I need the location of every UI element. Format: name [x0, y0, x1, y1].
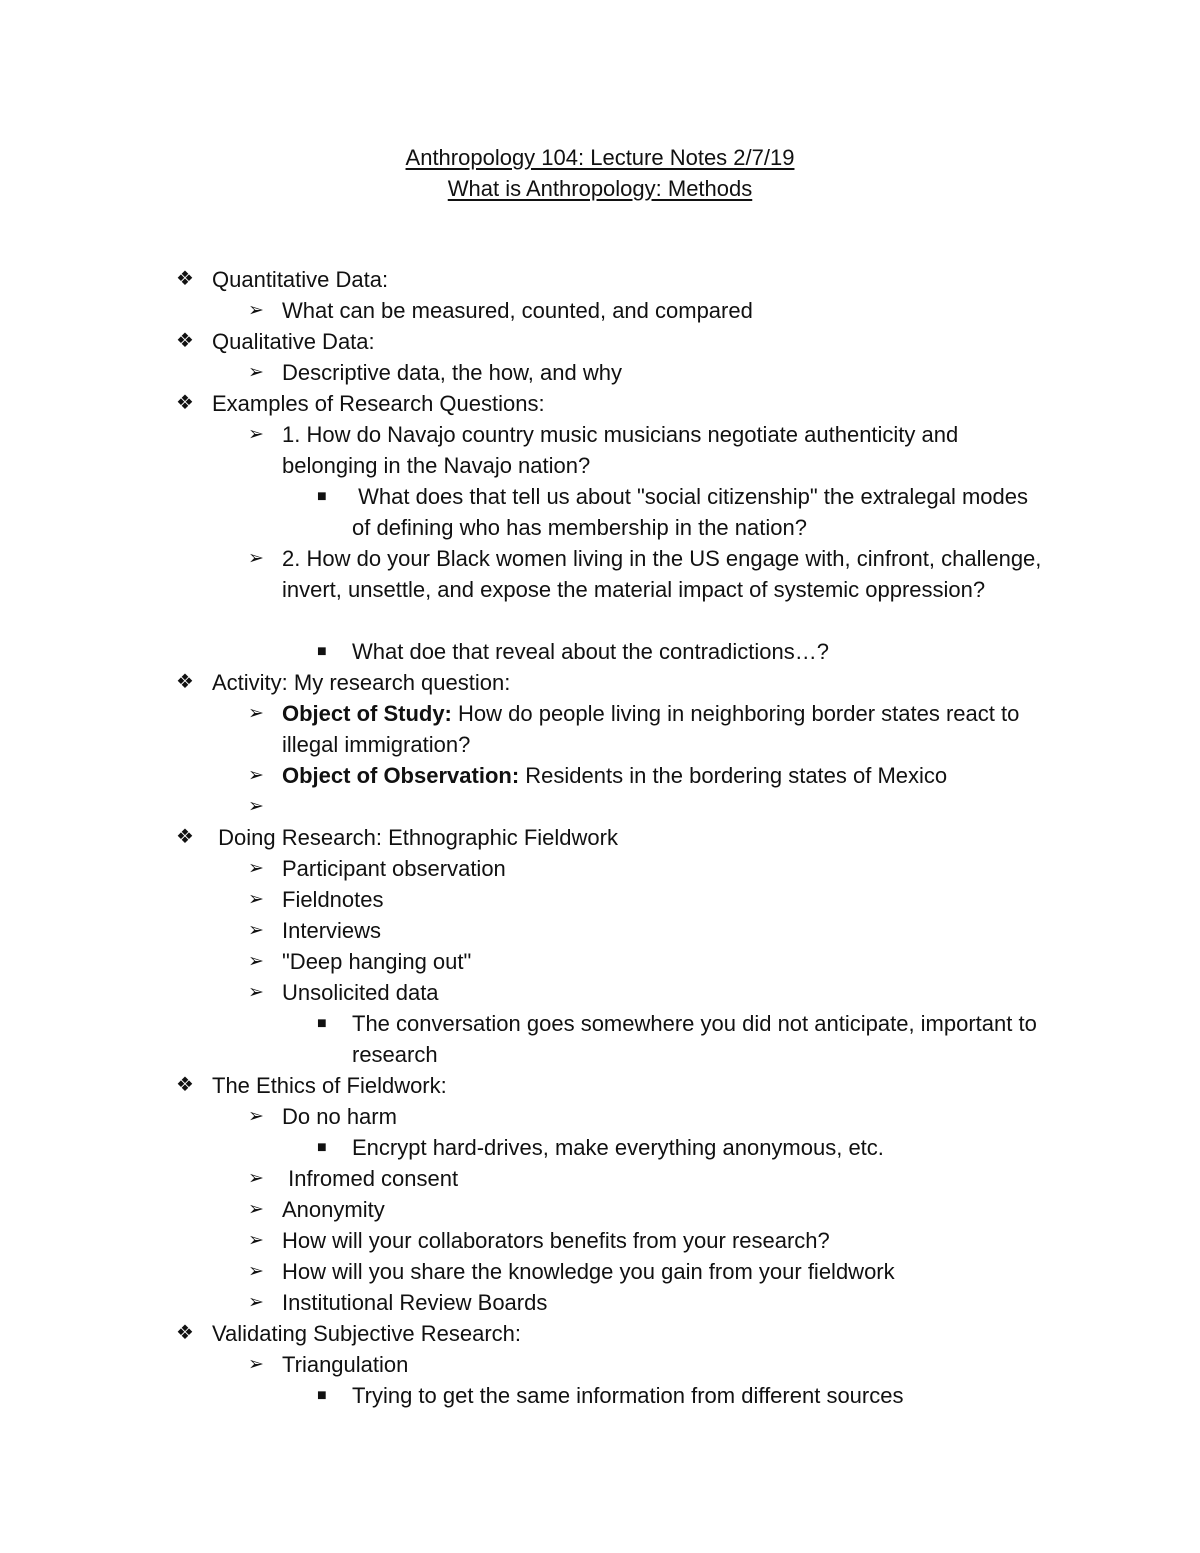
outline-item-text: Doing Research: Ethnographic Fieldwork	[212, 825, 618, 850]
arrow-bullet-icon: ➢	[248, 1292, 264, 1313]
outline-item-level-1	[0, 264, 1200, 295]
outline-item-level-1	[0, 1070, 1200, 1101]
arrow-bullet-icon: ➢	[248, 362, 264, 383]
arrow-bullet-icon: ➢	[248, 1199, 264, 1220]
outline-item-level-2	[0, 915, 1200, 946]
outline-item-text: Fieldnotes	[282, 887, 384, 912]
outline-item-level-3	[0, 1132, 1200, 1163]
arrow-bullet-icon: ➢	[248, 703, 264, 724]
outline-item-text: 2. How do your Black women living in the US engage with, cinfront, challenge, invert, unsettle, and expose the material impact of systemic oppression?	[282, 546, 1048, 602]
outline-item-text: What does that tell us about "social citizenship" the extralegal modes of defining who has membership in the nation?	[352, 484, 1035, 540]
square-bullet-icon: ■	[317, 643, 327, 660]
outline-item-level-3	[0, 481, 1200, 543]
arrow-bullet-icon: ➢	[248, 548, 264, 569]
arrow-bullet-icon: ➢	[248, 1168, 264, 1189]
diamond-bullet-icon: ❖	[176, 1074, 194, 1096]
outline-item-level-2	[0, 1225, 1200, 1256]
outline-item-text: Do no harm	[282, 1104, 397, 1129]
outline-item-text: The Ethics of Fieldwork:	[212, 1073, 447, 1098]
outline-item-text: Descriptive data, the how, and why	[282, 360, 622, 385]
outline-item-body: How do people living in neighboring border states react to illegal immigration?	[282, 701, 1026, 757]
outline-item-text: Interviews	[282, 918, 382, 943]
outline-item-text: Trying to get the same information from different sources	[352, 1383, 904, 1408]
outline-item-label: Object of Study:	[282, 701, 452, 726]
arrow-bullet-icon: ➢	[248, 1230, 264, 1251]
square-bullet-icon: ■	[317, 1015, 327, 1032]
arrow-bullet-icon: ➢	[248, 951, 264, 972]
outline-item-level-1	[0, 388, 1200, 419]
arrow-bullet-icon: ➢	[248, 765, 264, 786]
outline-item-text: Unsolicited data	[282, 980, 439, 1005]
outline-item-level-1	[0, 667, 1200, 698]
outline-item-text: How will you share the knowledge you gain from your fieldwork	[282, 1259, 895, 1284]
outline-item-level-2	[0, 1194, 1200, 1225]
outline-item-level-2	[0, 791, 1200, 822]
outline-item-level-2	[0, 946, 1200, 977]
outline-item-level-2	[0, 884, 1200, 915]
outline-item-text: How will your collaborators benefits from your research?	[282, 1228, 830, 1253]
square-bullet-icon: ■	[317, 488, 327, 505]
outline-item-level-2	[0, 853, 1200, 884]
arrow-bullet-icon: ➢	[248, 1106, 264, 1127]
arrow-bullet-icon: ➢	[248, 424, 264, 445]
outline-item-text: Anonymity	[282, 1197, 385, 1222]
arrow-bullet-icon: ➢	[248, 300, 264, 321]
notes-outline	[0, 264, 1200, 1411]
arrow-bullet-icon: ➢	[248, 1261, 264, 1282]
outline-item-text: 1. How do Navajo country music musicians negotiate authenticity and belonging in the Navajo nation?	[282, 422, 965, 478]
outline-item-text: The conversation goes somewhere you did not anticipate, important to research	[352, 1011, 1043, 1067]
outline-item-text	[282, 698, 1052, 760]
outline-item-text: Institutional Review Boards	[282, 1290, 548, 1315]
outline-item-level-2	[0, 295, 1200, 326]
outline-item-level-2	[0, 1163, 1200, 1194]
outline-item-text: Encrypt hard-drives, make everything anonymous, etc.	[352, 1135, 884, 1160]
outline-item-text: Infromed consent	[282, 1166, 459, 1191]
outline-item-text: Quantitative Data:	[212, 267, 389, 292]
outline-item-text	[282, 760, 1052, 791]
outline-item-level-1	[0, 1318, 1200, 1349]
document-header	[0, 142, 1200, 204]
outline-item-level-2	[0, 357, 1200, 388]
outline-item-level-2	[0, 760, 1200, 791]
outline-item-text: "Deep hanging out"	[282, 949, 472, 974]
outline-item-text: Activity: My research question:	[212, 670, 511, 695]
outline-item-text: Qualitative Data:	[212, 329, 375, 354]
diamond-bullet-icon: ❖	[176, 826, 194, 848]
outline-item-level-2	[0, 1287, 1200, 1318]
arrow-bullet-icon: ➢	[248, 889, 264, 910]
arrow-bullet-icon: ➢	[248, 982, 264, 1003]
arrow-bullet-icon: ➢	[248, 858, 264, 879]
outline-item-body: Residents in the bordering states of Mexico	[519, 763, 948, 788]
outline-item-level-2	[0, 698, 1200, 760]
outline-item-text: What doe that reveal about the contradictions…?	[352, 639, 829, 664]
arrow-bullet-icon: ➢	[248, 1354, 264, 1375]
outline-item-level-1	[0, 822, 1200, 853]
arrow-bullet-icon: ➢	[248, 920, 264, 941]
diamond-bullet-icon: ❖	[176, 268, 194, 290]
square-bullet-icon: ■	[317, 1139, 327, 1156]
outline-item-level-2	[0, 1256, 1200, 1287]
outline-item-level-3	[0, 1380, 1200, 1411]
outline-item-text: Validating Subjective Research:	[212, 1321, 521, 1346]
outline-item-text: What can be measured, counted, and compared	[282, 298, 753, 323]
square-bullet-icon: ■	[317, 1387, 327, 1404]
diamond-bullet-icon: ❖	[176, 330, 194, 352]
diamond-bullet-icon: ❖	[176, 1322, 194, 1344]
outline-item-level-3	[0, 636, 1200, 667]
outline-item-level-2	[0, 1101, 1200, 1132]
outline-item-level-2	[0, 419, 1200, 481]
diamond-bullet-icon: ❖	[176, 671, 194, 693]
outline-item-level-2	[0, 543, 1200, 636]
outline-item-text: Triangulation	[282, 1352, 409, 1377]
outline-item-level-3	[0, 1008, 1200, 1070]
arrow-bullet-icon: ➢	[248, 796, 264, 817]
outline-item-text: Participant observation	[282, 856, 506, 881]
diamond-bullet-icon: ❖	[176, 392, 194, 414]
outline-item-level-2	[0, 1349, 1200, 1380]
outline-item-label: Object of Observation:	[282, 763, 520, 788]
outline-item-level-1	[0, 326, 1200, 357]
document-title: Anthropology 104: Lecture Notes 2/7/19	[405, 145, 795, 170]
outline-item-level-2	[0, 977, 1200, 1008]
outline-item-text: Examples of Research Questions:	[212, 391, 545, 416]
document-subtitle: What is Anthropology: Methods	[447, 176, 753, 201]
